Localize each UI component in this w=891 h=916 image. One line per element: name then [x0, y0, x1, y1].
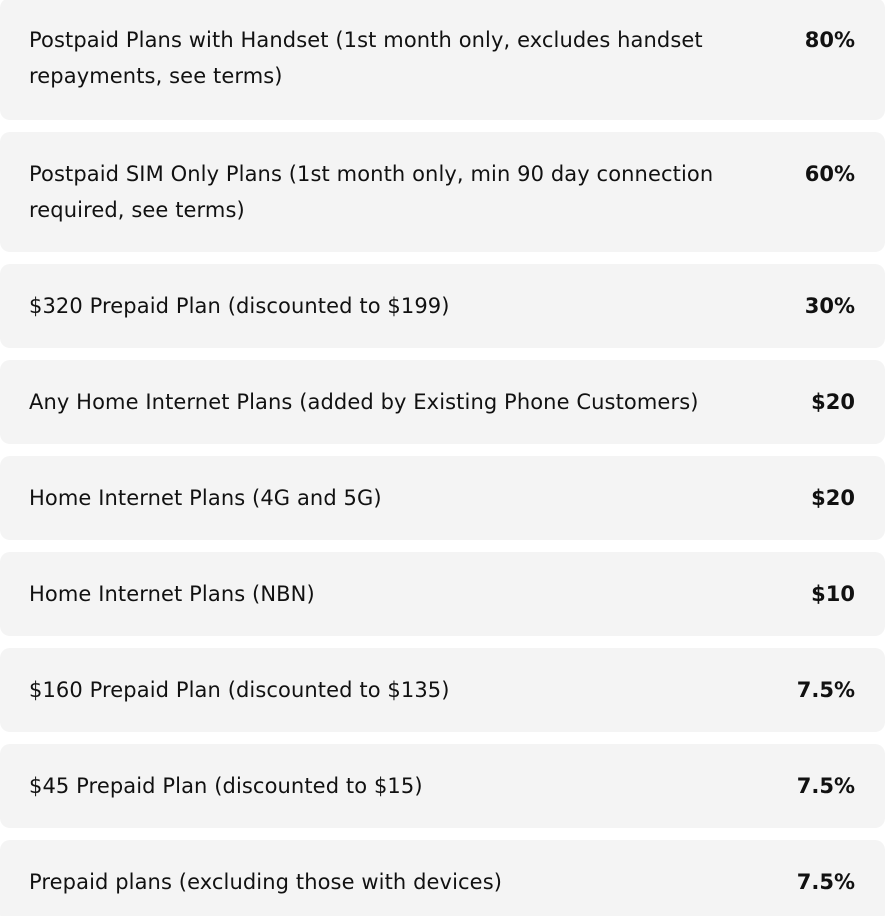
offer-value: 7.5%: [796, 870, 855, 894]
offer-value: 7.5%: [796, 774, 855, 798]
offer-value: 80%: [804, 28, 855, 52]
offer-label: Any Home Internet Plans (added by Existing Phone Customers): [29, 390, 699, 414]
offer-row: [0, 132, 885, 252]
offer-value: 30%: [804, 294, 855, 318]
offer-row: [0, 456, 885, 540]
offer-value: 60%: [804, 162, 855, 186]
offer-value: $10: [811, 582, 855, 606]
offer-label: Home Internet Plans (4G and 5G): [29, 486, 382, 510]
offer-row: [0, 360, 885, 444]
offer-label: $320 Prepaid Plan (discounted to $199): [29, 294, 450, 318]
offer-row: [0, 648, 885, 732]
offer-row: [0, 264, 885, 348]
offer-label: $45 Prepaid Plan (discounted to $15): [29, 774, 423, 798]
offer-label: Prepaid plans (excluding those with devices): [29, 870, 503, 894]
offer-label: Postpaid SIM Only Plans (1st month only, min 90 day connection required, see terms): [29, 162, 714, 222]
offer-row: [0, 744, 885, 828]
offer-row: [0, 840, 885, 916]
offer-label: Home Internet Plans (NBN): [29, 582, 315, 606]
offer-value: $20: [811, 486, 855, 510]
offer-label: Postpaid Plans with Handset (1st month only, excludes handset repayments, see terms): [29, 28, 703, 88]
offer-row: [0, 552, 885, 636]
offer-value: $20: [811, 390, 855, 414]
offer-value: 7.5%: [796, 678, 855, 702]
offer-label: $160 Prepaid Plan (discounted to $135): [29, 678, 450, 702]
offer-row: [0, 0, 885, 120]
